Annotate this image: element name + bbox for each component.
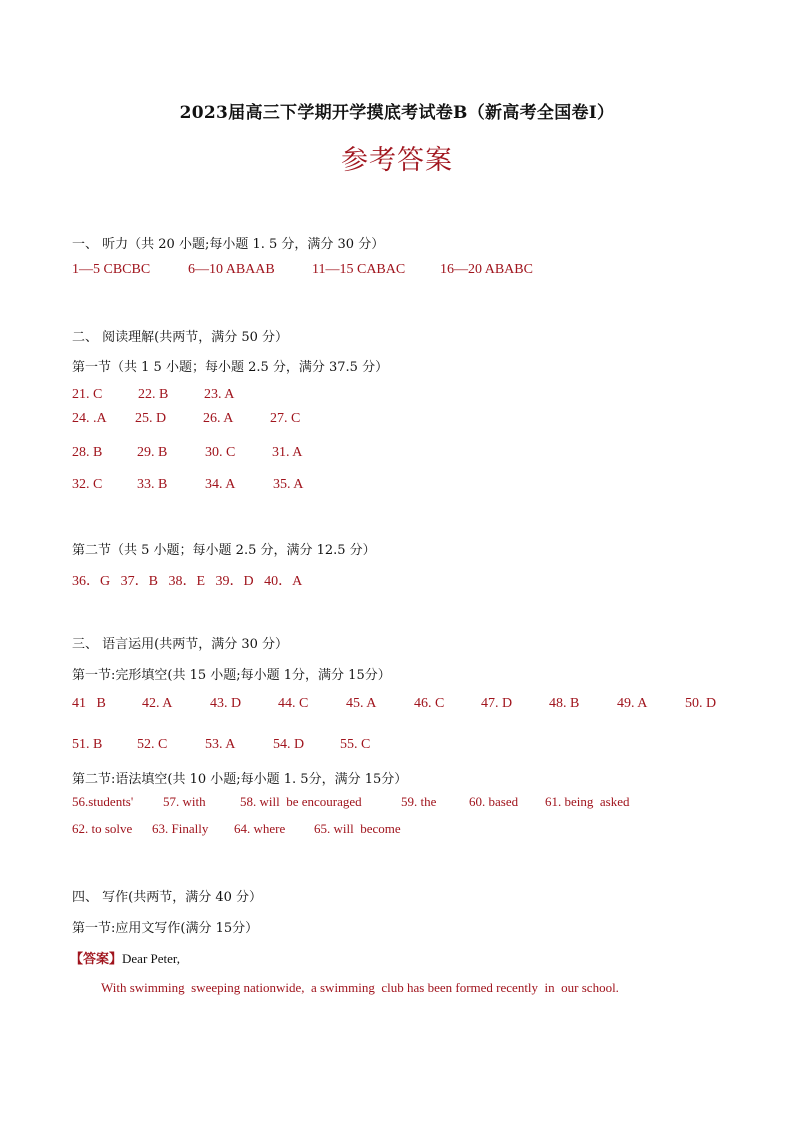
- answer-item: 57. with: [163, 794, 206, 809]
- answer-item: 33. B: [137, 477, 168, 492]
- reading-answer-row: [72, 411, 472, 431]
- answer-item: 63. Finally: [152, 821, 209, 836]
- answer-item: 22. B: [138, 387, 169, 402]
- answer-item: 49. A: [617, 696, 648, 711]
- listening-answers: [72, 262, 732, 282]
- answer-item: 59. the: [401, 794, 437, 809]
- answer-item: 34. A: [205, 477, 236, 492]
- answer-item: 61. being asked: [545, 794, 630, 809]
- answer-item: 30. C: [205, 445, 236, 460]
- answer-item: 24. .A: [72, 411, 107, 426]
- page-subtitle: 参考答案: [341, 145, 453, 176]
- answer-item: 46. C: [414, 696, 445, 711]
- listening-answer-group: 6—10 ABAAB: [188, 262, 275, 277]
- answer-item: 58. will be encouraged: [240, 794, 362, 809]
- language-heading: 三、 语言运用(共两节，满分 30 分）: [72, 637, 289, 652]
- answer-item: 42. A: [142, 696, 173, 711]
- answer-item: 62. to solve: [72, 821, 133, 836]
- answer-item: 43. D: [210, 696, 242, 711]
- answer-item: 47. D: [481, 696, 513, 711]
- cloze-heading: 第一节:完形填空(共 15 小题;每小题 1分，满分 15分）: [72, 668, 391, 683]
- listening-answer-group: 16—20 ABABC: [440, 262, 533, 277]
- reading-part1-heading: 第一节（共 1 5 小题；每小题 2.5 分，满分 37.5 分）: [72, 360, 389, 375]
- answer-item: 31. A: [272, 445, 303, 460]
- essay-body-line: With swimming sweeping nationwide, a swimming club has been formed recently in our school.: [101, 980, 619, 995]
- answer-item: 50. D: [685, 696, 717, 711]
- answer-item: 26. A: [203, 411, 234, 426]
- answer-item: 35. A: [273, 477, 304, 492]
- reading-heading: 二、 阅读理解(共两节，满分 50 分）: [72, 330, 289, 345]
- reading-answer-row: [72, 477, 472, 497]
- answer-item: 60. based: [469, 794, 519, 809]
- answer-item: 28. B: [72, 445, 103, 460]
- answer-item: 29. B: [137, 445, 168, 460]
- answer-item: 32. C: [72, 477, 103, 492]
- salutation: Dear Peter,: [122, 951, 180, 966]
- answer-item: 48. B: [549, 696, 580, 711]
- listening-answer-group: 11—15 CABAC: [312, 262, 406, 277]
- answer-item: 51. B: [72, 737, 103, 752]
- answer-item: 64. where: [234, 821, 286, 836]
- answer-item: 21. C: [72, 387, 103, 402]
- answer-item: 54. D: [273, 737, 305, 752]
- answer-item: 56.students': [72, 794, 134, 809]
- writing-part1-heading: 第一节:应用文写作(满分 15分）: [72, 921, 259, 936]
- listening-answer-group: 1—5 CBCBC: [72, 262, 151, 277]
- answer-item: 45. A: [346, 696, 377, 711]
- writing-heading: 四、 写作(共两节，满分 40 分）: [72, 890, 263, 905]
- answer-tag: 【答案】: [70, 952, 123, 967]
- cloze-answer-row: [72, 696, 732, 716]
- answer-item: 23. A: [204, 387, 235, 402]
- grammar-answer-row: [72, 821, 732, 841]
- grammar-answer-row: [72, 794, 732, 814]
- reading-part2-answers: 36．G 37．B 38．E 39．D 40．A: [72, 574, 303, 589]
- cloze-answer-row: [72, 737, 472, 757]
- reading-answer-row: [72, 387, 472, 407]
- answer-item: 65. will become: [314, 821, 401, 836]
- page-title: 2023届高三下学期开学摸底考试卷B（新高考全国卷I）: [179, 103, 615, 123]
- listening-heading: 一、 听力（共 20 小题;每小题 1. 5 分，满分 30 分）: [72, 237, 385, 252]
- answer-item: 27. C: [270, 411, 301, 426]
- answer-item: 52. C: [137, 737, 168, 752]
- reading-part2-heading: 第二节（共 5 小题；每小题 2.5 分，满分 12.5 分）: [72, 543, 376, 558]
- reading-answer-row: [72, 445, 472, 465]
- answer-item: 41 B: [72, 696, 106, 711]
- writing-answer-line: [70, 948, 180, 967]
- answer-item: 53. A: [205, 737, 236, 752]
- answer-item: 55. C: [340, 737, 371, 752]
- grammar-heading: 第二节:语法填空(共 10 小题;每小题 1. 5分，满分 15分）: [72, 772, 408, 787]
- answer-item: 25. D: [135, 411, 167, 426]
- answer-item: 44. C: [278, 696, 309, 711]
